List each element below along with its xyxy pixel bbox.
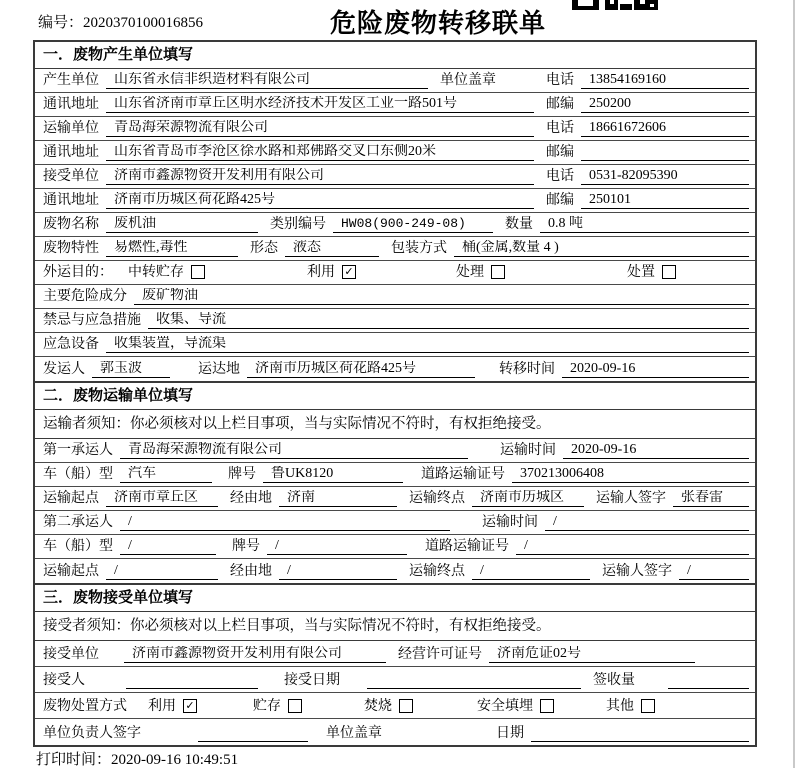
option-label-treat: 处理 (456, 265, 484, 280)
section-receiver-title: 三．废物接受单位填写 (35, 585, 755, 612)
value-signed-quantity (668, 673, 749, 689)
row-waste-name (35, 213, 755, 237)
label-emergency-equipment: 应急设备 (43, 337, 99, 352)
label-outbound-purpose: 外运目的： (43, 265, 113, 280)
label-address: 通讯地址 (43, 97, 99, 112)
label-zip: 邮编 (546, 145, 574, 160)
row-first-carrier (35, 439, 755, 463)
value-receiver-phone: 0531-82095390 (581, 168, 749, 185)
checkbox-disposal-landfill[interactable] (540, 699, 554, 713)
value-emergency-equipment: 收集装置，导流渠 (106, 336, 749, 353)
label-transport-end: 运输终点 (409, 564, 465, 579)
print-time-line (36, 748, 238, 769)
label-producer-unit: 产生单位 (43, 73, 99, 88)
label-second-carrier: 第二承运人 (43, 515, 113, 530)
row-second-vehicle (35, 535, 755, 559)
label-hazard-component: 主要危险成分 (43, 289, 127, 304)
serial-number-line (38, 11, 203, 32)
value-first-transport-time: 2020-09-16 (563, 442, 749, 459)
row-second-route (35, 559, 755, 583)
value-second-carrier: / (120, 514, 450, 531)
section-transporter-title: 二．废物运输单位填写 (35, 383, 755, 410)
option-label-storage: 贮存 (253, 699, 281, 714)
value-sender: 郭玉波 (92, 361, 170, 378)
value-producer-unit: 山东省永信非织造材料有限公司 (106, 72, 428, 89)
label-phone: 电话 (546, 169, 574, 184)
row-receiver-address (35, 189, 755, 213)
row-receiver-unit (35, 165, 755, 189)
value-producer-zip: 250200 (581, 96, 749, 113)
serial-value: 2020370100016856 (83, 15, 204, 31)
label-zip: 邮编 (546, 193, 574, 208)
value-receiver-address: 济南市历城区荷花路425号 (106, 192, 534, 209)
row-waste-character (35, 237, 755, 261)
label-transport-end: 运输终点 (409, 491, 465, 506)
label-carrier-signature: 运输人签字 (602, 564, 672, 579)
option-label-utilize: 利用 (148, 699, 176, 714)
label-signed-quantity: 签收量 (593, 673, 635, 688)
option-label-landfill: 安全填埋 (477, 699, 533, 714)
label-address: 通讯地址 (43, 145, 99, 160)
label-transport-time: 运输时间 (482, 515, 538, 530)
row-second-carrier (35, 511, 755, 535)
value-quantity: 0.8 吨 (540, 216, 749, 233)
value-vehicle-type: 汽车 (120, 466, 212, 483)
row-transporter-unit (35, 117, 755, 141)
section-transporter (35, 381, 755, 583)
row-transporter-address (35, 141, 755, 165)
value-plate-number: 鲁UK8120 (263, 466, 403, 483)
option-label-transfer-storage: 中转贮存 (128, 265, 184, 280)
label-first-carrier: 第一承运人 (43, 443, 113, 458)
checkbox-dispose[interactable] (662, 265, 676, 279)
row-producer-unit (35, 69, 755, 93)
checkbox-utilize[interactable]: ✓ (342, 265, 356, 279)
label-transport-origin: 运输起点 (43, 564, 99, 579)
page-title: 危险废物转移联单 (330, 9, 547, 38)
value-road-permit: 370213006408 (512, 466, 749, 483)
value-carrier-signature: 张春雷 (673, 490, 749, 507)
row-outbound-purpose (35, 261, 755, 285)
qr-code-partial-icon (572, 0, 658, 11)
section-producer-title: 一．废物产生单位填写 (35, 42, 755, 69)
value-second-plate-number: / (267, 538, 407, 555)
label-transport-origin: 运输起点 (43, 491, 99, 506)
label-plate-number: 牌号 (232, 539, 260, 554)
value-taboo-measures: 收集、导流 (148, 312, 749, 329)
option-label-dispose: 处置 (627, 265, 655, 280)
label-transfer-time: 转移时间 (499, 362, 555, 377)
value-first-carrier: 青岛海荣源物流有限公司 (120, 442, 468, 459)
option-label-other: 其他 (606, 699, 634, 714)
value-date (531, 726, 749, 742)
value-second-via: / (279, 563, 397, 580)
row-hazard-component (35, 285, 755, 309)
label-unit-seal: 单位盖章 (440, 73, 496, 88)
label-receiving-unit: 接受单位 (43, 647, 99, 662)
page-right-edge (793, 0, 795, 768)
value-leader-signature (198, 726, 308, 742)
option-label-utilize: 利用 (307, 265, 335, 280)
label-via: 经由地 (230, 491, 272, 506)
value-form: 液态 (285, 240, 379, 257)
label-package: 包装方式 (391, 241, 447, 256)
row-sender (35, 357, 755, 381)
label-destination: 运达地 (198, 362, 240, 377)
value-hazard-component: 废矿物油 (134, 288, 749, 305)
value-transport-origin: 济南市章丘区 (106, 490, 218, 507)
label-zip: 邮编 (546, 97, 574, 112)
transporter-notice: 运输者须知：你必须核对以上栏目事项，当与实际情况不符时，有权拒绝接受。 (35, 410, 755, 439)
value-category-code: HW08(900-249-08) (333, 216, 493, 233)
value-receive-date (367, 673, 581, 689)
label-transport-time: 运输时间 (500, 443, 556, 458)
serial-label: 编号： (38, 15, 84, 31)
value-waste-character: 易燃性,毒性 (106, 240, 238, 257)
value-receiver-unit: 济南市鑫源物资开发利用有限公司 (106, 168, 534, 185)
checkbox-treat[interactable] (491, 265, 505, 279)
label-quantity: 数量 (505, 217, 533, 232)
row-disposal-method (35, 693, 755, 719)
value-transport-end: 济南市历城区 (472, 490, 584, 507)
label-business-license: 经营许可证号 (398, 647, 482, 662)
value-second-transport-end: / (472, 563, 590, 580)
label-receiver-person: 接受人 (43, 673, 85, 688)
section-receiver (35, 583, 755, 745)
value-receiving-unit: 济南市鑫源物资开发利用有限公司 (124, 646, 386, 663)
value-transporter-address: 山东省青岛市李沧区徐水路和郑佛路交叉口东侧20米 (106, 144, 534, 161)
label-vehicle-type: 车（船）型 (43, 467, 113, 482)
row-taboo-measures (35, 309, 755, 333)
receiver-notice: 接受者须知：你必须核对以上栏目事项，当与实际情况不符时，有权拒绝接受。 (35, 612, 755, 641)
label-date: 日期 (496, 726, 524, 741)
label-address: 通讯地址 (43, 193, 99, 208)
value-receiver-zip: 250101 (581, 192, 749, 209)
value-second-road-permit: / (516, 538, 749, 555)
checkbox-disposal-other[interactable] (641, 699, 655, 713)
value-second-transport-time: / (545, 514, 749, 531)
value-second-carrier-signature: / (679, 563, 749, 580)
label-category-code: 类别编号 (270, 217, 326, 232)
option-label-incinerate: 焚烧 (364, 699, 392, 714)
label-via: 经由地 (230, 564, 272, 579)
value-package: 桶(金属,数量 4 ) (454, 240, 749, 257)
value-second-transport-origin: / (106, 563, 218, 580)
label-taboo-measures: 禁忌与应急措施 (43, 313, 141, 328)
label-leader-signature: 单位负责人签字 (43, 726, 141, 741)
row-receiving-unit (35, 641, 755, 667)
row-first-route (35, 487, 755, 511)
label-phone: 电话 (546, 121, 574, 136)
value-via: 济南 (279, 490, 397, 507)
label-receiver-unit: 接受单位 (43, 169, 99, 184)
row-leader-signature (35, 719, 755, 745)
checkbox-disposal-incinerate[interactable] (399, 699, 413, 713)
value-second-vehicle-type: / (120, 538, 216, 555)
print-time-value: 2020-09-16 10:49:51 (111, 752, 239, 768)
row-producer-address (35, 93, 755, 117)
row-emergency-equipment (35, 333, 755, 357)
checkbox-disposal-storage[interactable] (288, 699, 302, 713)
label-transporter-unit: 运输单位 (43, 121, 99, 136)
value-producer-address: 山东省济南市章丘区明水经济技术开发区工业一路501号 (106, 96, 534, 113)
value-producer-phone: 13854169160 (581, 72, 749, 89)
label-unit-seal: 单位盖章 (326, 726, 382, 741)
row-receiver-person (35, 667, 755, 693)
value-receiver-person (126, 673, 258, 689)
value-destination: 济南市历城区荷花路425号 (247, 361, 475, 378)
print-time-label: 打印时间： (36, 752, 112, 768)
label-road-permit: 道路运输证号 (421, 467, 505, 482)
label-phone: 电话 (546, 73, 574, 88)
value-transporter-unit: 青岛海荣源物流有限公司 (106, 120, 534, 137)
value-transporter-zip (581, 145, 749, 161)
value-transfer-time: 2020-09-16 (562, 361, 749, 378)
transfer-form (33, 40, 757, 747)
label-form: 形态 (250, 241, 278, 256)
checkbox-transfer-storage[interactable] (191, 265, 205, 279)
row-first-vehicle (35, 463, 755, 487)
label-plate-number: 牌号 (228, 467, 256, 482)
label-sender: 发运人 (43, 362, 85, 377)
label-receive-date: 接受日期 (284, 673, 340, 688)
label-disposal-method: 废物处置方式 (43, 699, 127, 714)
value-transporter-phone: 18661672606 (581, 120, 749, 137)
label-vehicle-type: 车（船）型 (43, 539, 113, 554)
value-waste-name: 废机油 (106, 216, 258, 233)
section-producer (35, 42, 755, 381)
value-business-license: 济南危证02号 (489, 646, 695, 663)
label-road-permit: 道路运输证号 (425, 539, 509, 554)
label-carrier-signature: 运输人签字 (596, 491, 666, 506)
label-waste-name: 废物名称 (43, 217, 99, 232)
label-waste-character: 废物特性 (43, 241, 99, 256)
checkbox-disposal-utilize[interactable]: ✓ (183, 699, 197, 713)
